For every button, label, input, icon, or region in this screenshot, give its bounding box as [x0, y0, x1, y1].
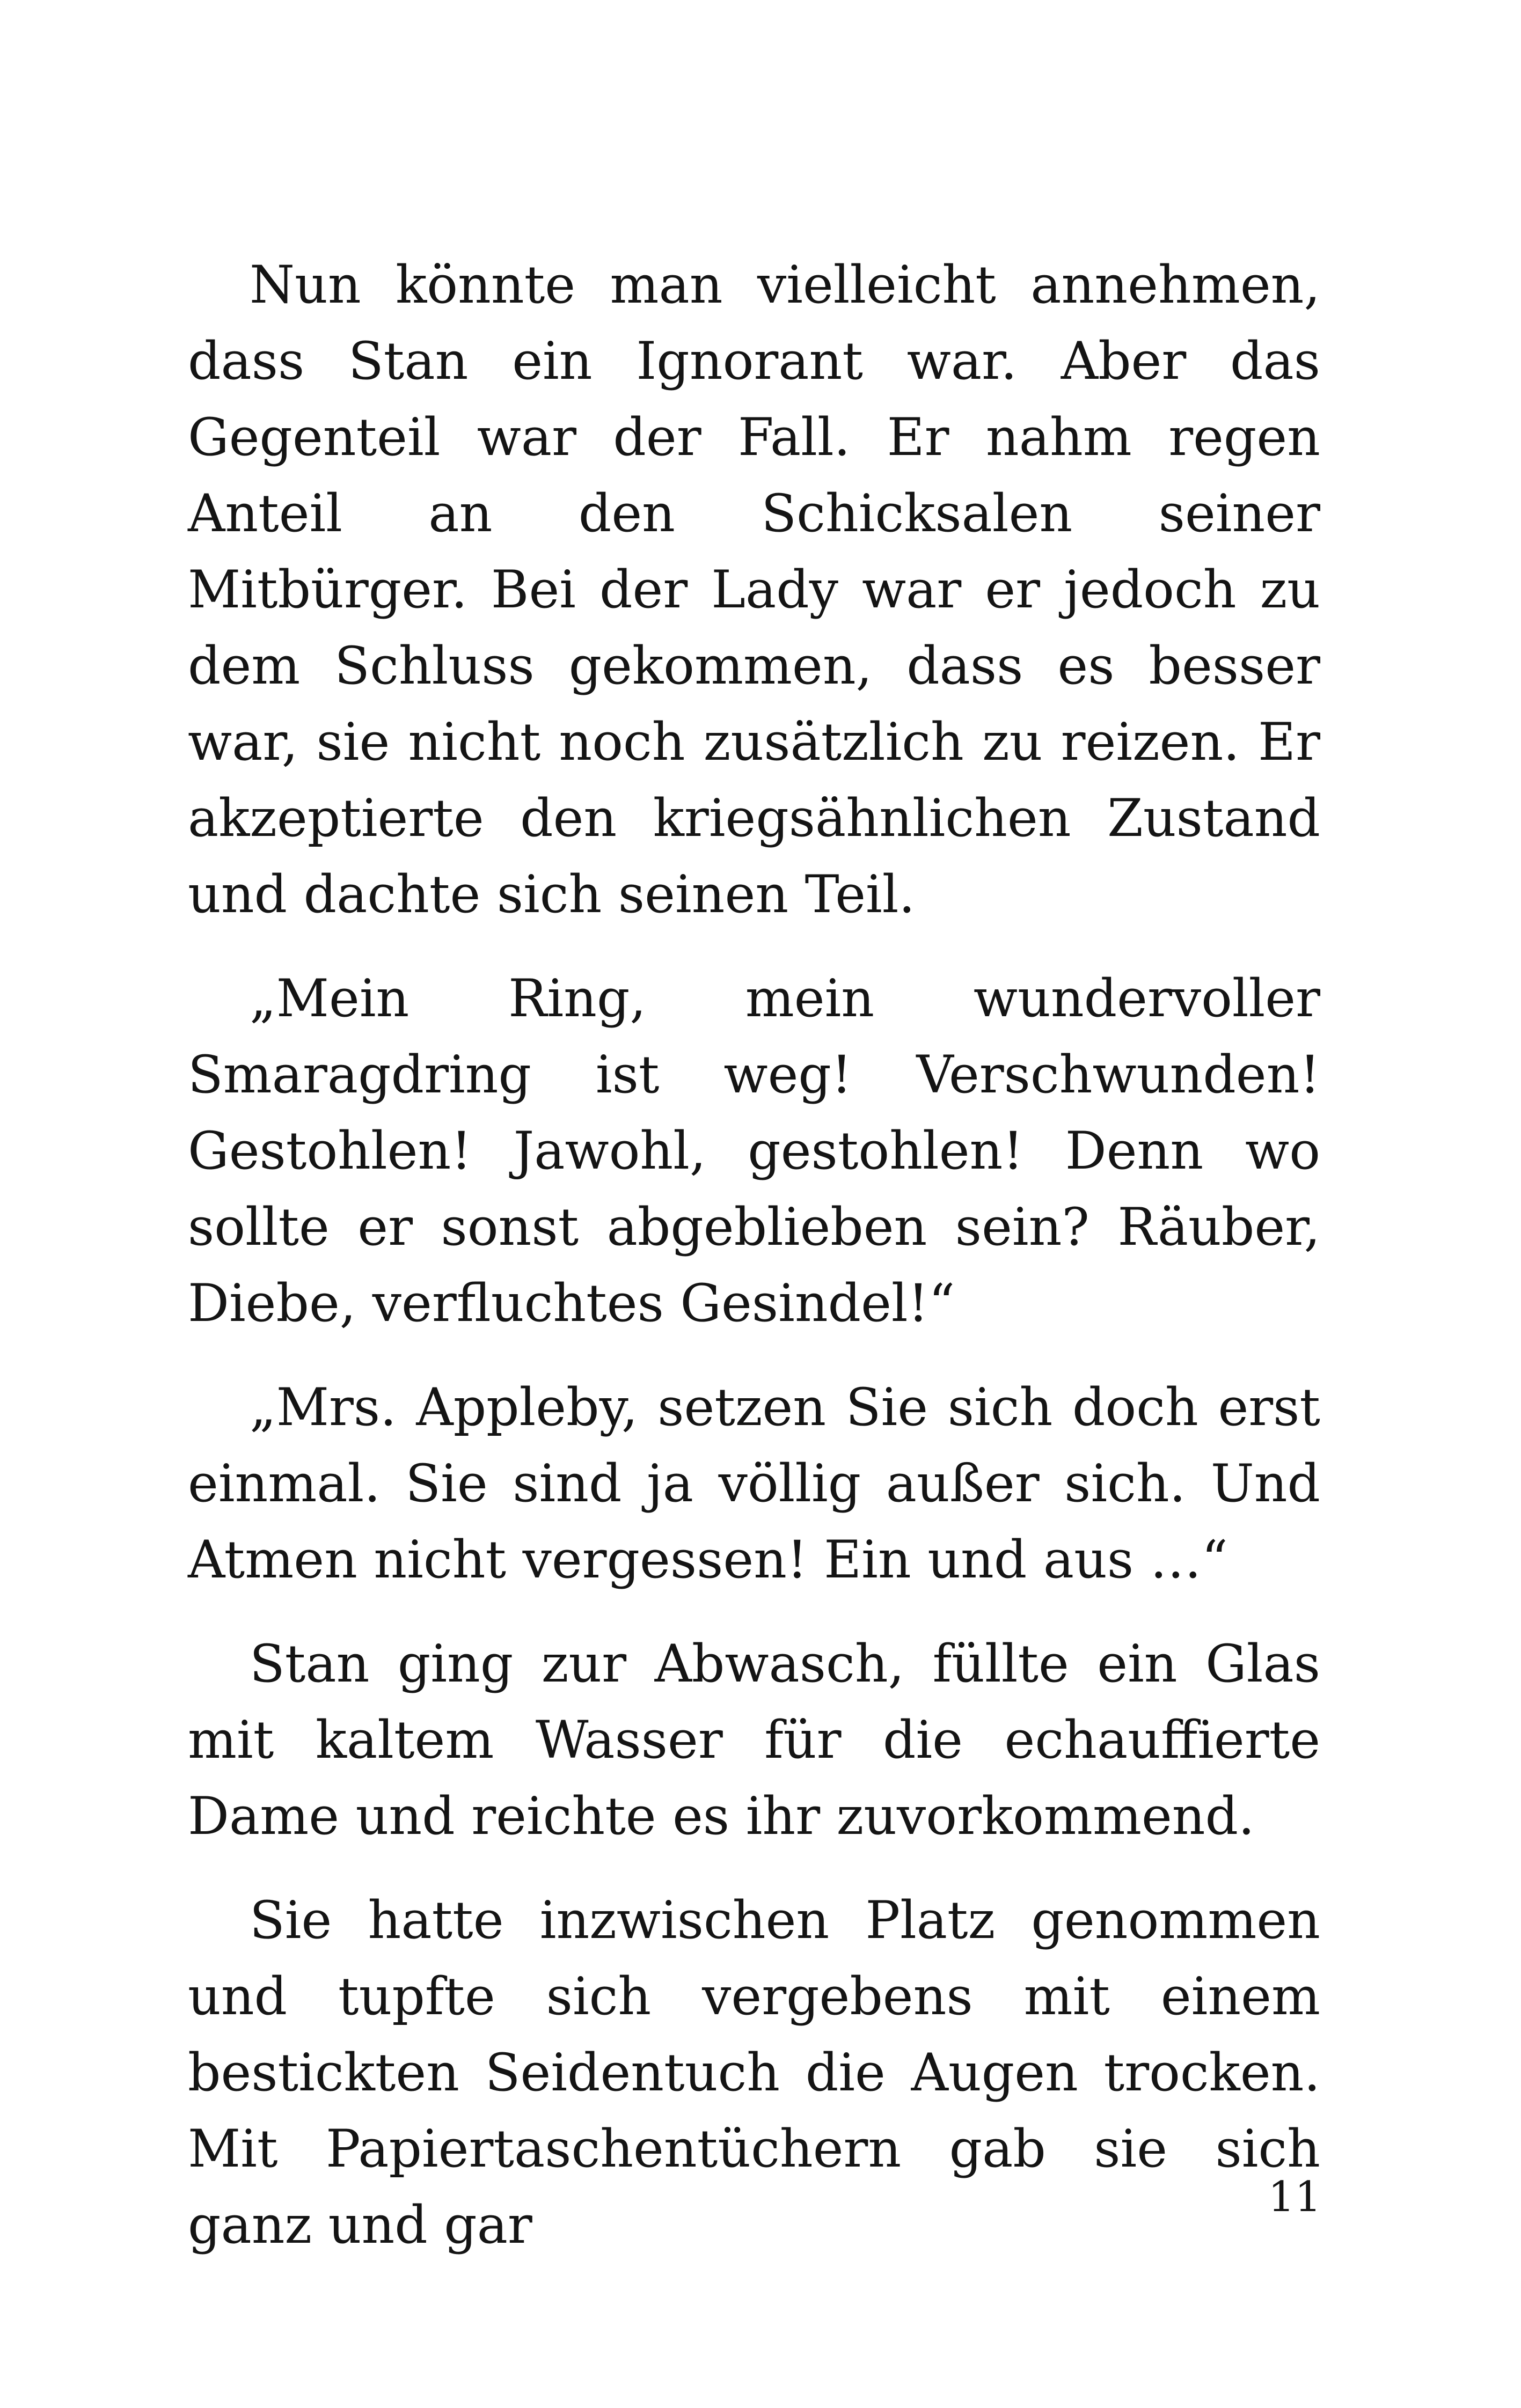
paragraph-4: Stan ging zur Abwasch, füllte ein Glas mit kaltem Wasser für die echauffierte Dame und reichte es ihr zuvorkommend.	[188, 1634, 1320, 1846]
paragraph-3: „Mrs. Appleby, setzen Sie sich doch erst einmal. Sie sind ja völlig außer sich. Und Atmen nicht vergessen! Ein und aus …“	[188, 1377, 1320, 1590]
body-text	[188, 247, 1320, 2291]
paragraph-1: Nun könnte man vielleicht annehmen, dass Stan ein Ignorant war. Aber das Gegenteil war der Fall. Er nahm regen Anteil an den Schicksalen seiner Mitbürger. Bei der Lady war er jedoch zu dem Schluss gekommen, dass es besser war, sie nicht noch zusätzlich zu reizen. Er akzeptierte den kriegsähnlichen Zustand und dachte sich seinen Teil.	[188, 255, 1320, 924]
paragraph-5: Sie hatte inzwischen Platz genommen und tupfte sich vergebens mit einem bestickten Seidentuch die Augen trocken. Mit Papiertaschentüchern gab sie sich ganz und gar	[188, 1890, 1320, 2255]
paragraph-2: „Mein Ring, mein wundervoller Smaragdring ist weg! Verschwunden! Gestohlen! Jawohl, gestohlen! Denn wo sollte er sonst abgeblieben sein? Räuber, Diebe, verfluchtes Gesindel!“	[188, 968, 1320, 1333]
page-number: 11	[1268, 2173, 1321, 2221]
